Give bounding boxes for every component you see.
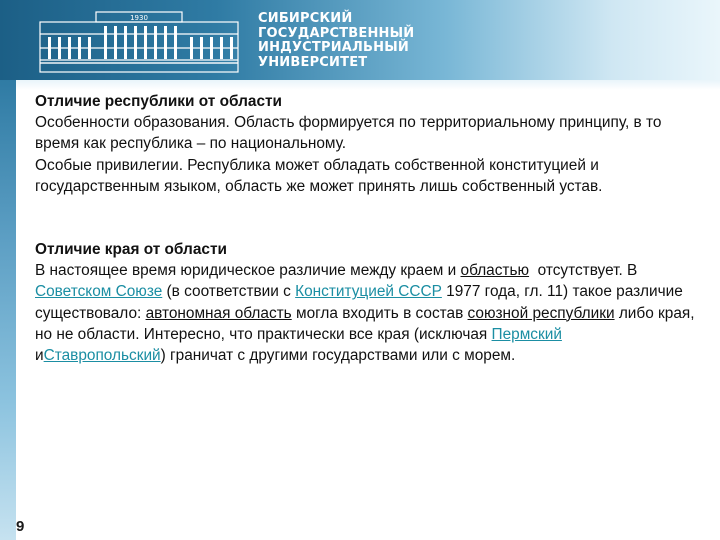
text-run: и [35,347,44,365]
link-stavropolsky[interactable]: Ставропольский [43,347,161,365]
text-run: (в соответствии с [162,283,296,301]
section1-paragraph: Особенности образования. Область формируется по территориальному принципу, в то время как республика – по национальному. [35,114,662,153]
text-run: В настоящее время юридическое различие между краем и [35,262,461,280]
link-soyuznoy-respubliki[interactable]: союзной республики [467,304,615,322]
link-avtonomnaya-oblast[interactable]: автономная область [145,304,292,322]
header-fade [0,80,720,90]
link-constitution-ussr[interactable]: Конституцией СССР [295,283,442,301]
university-building-logo [34,4,244,76]
link-permsky[interactable]: Пермский [491,325,562,343]
header-banner [0,0,720,80]
section1-heading: Отличие республики от области [35,93,283,110]
text-run: 1977 года, гл. 11) такое различие существовало: [35,283,683,322]
text-run: отсутствует. В [529,262,642,280]
left-sidebar-bar [0,80,16,540]
page-number: 9 [16,518,25,535]
university-name-line: УНИВЕРСИТЕТ [258,54,368,70]
slide-content [35,91,695,366]
logo-year: 1930 [130,14,148,22]
section1-paragraph: Особые привилегии. Республика может обладать собственной конституцией и государственным языком, область же может принять лишь собственный устав. [35,156,603,195]
university-name [258,12,414,70]
university-name-line: ГОСУДАРСТВЕННЫЙ [258,25,415,41]
link-oblast[interactable]: областью [460,262,530,280]
university-name-line: СИБИРСКИЙ [258,11,353,26]
link-sovetsky-soyuz[interactable]: Советском Союзе [35,283,163,301]
section2-paragraph [35,260,695,366]
university-name-line: ИНДУСТРИАЛЬНЫЙ [258,40,409,55]
text-run: либо края, но не области. Интересно, что практически все края (исключая [35,304,695,343]
text-run: ) граничат с другими государствами или с морем. [160,347,516,365]
section-gap [35,197,695,239]
text-run: могла входить в состав [291,304,468,322]
section2-heading: Отличие края от области [35,241,227,259]
